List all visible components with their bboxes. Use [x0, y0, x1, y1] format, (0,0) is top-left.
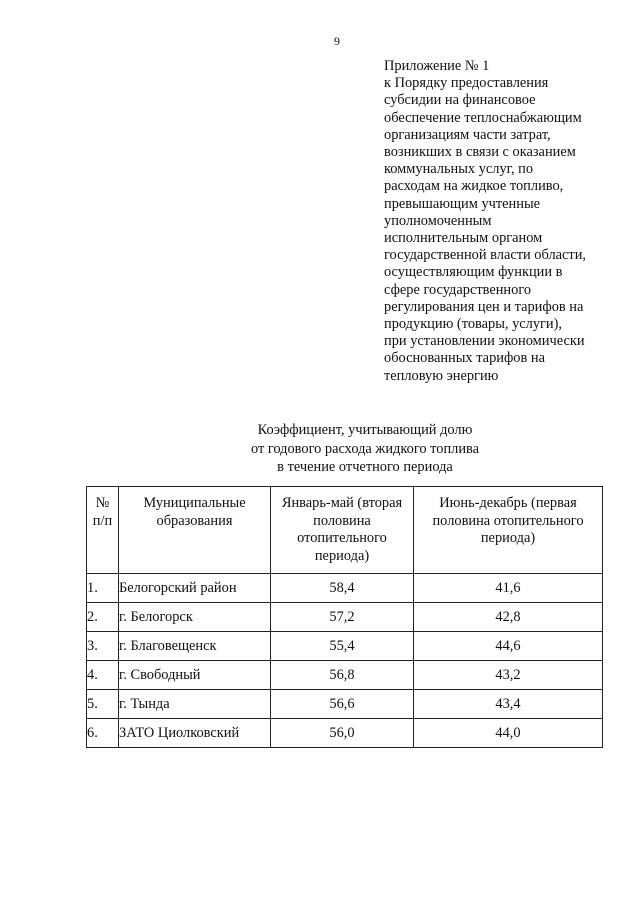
header-municipality: Муниципальные образования	[119, 487, 271, 574]
cell-jan-may: 57,2	[271, 603, 414, 632]
header-num: № п/п	[87, 487, 119, 574]
page-number: 9	[334, 34, 340, 48]
appendix-line: сфере государственного	[384, 281, 532, 298]
appendix-line: исполнительным органом	[384, 230, 543, 247]
table-row	[87, 632, 603, 661]
cell-municipality: г. Белогорск	[119, 603, 271, 632]
cell-num: 1.	[87, 574, 119, 603]
appendix-block	[384, 58, 624, 385]
table-row	[87, 690, 603, 719]
cell-jun-dec: 44,6	[414, 632, 603, 661]
cell-jun-dec: 41,6	[414, 574, 603, 603]
title-line: Коэффициент, учитывающий долю	[257, 422, 473, 438]
appendix-line: коммунальных услуг, по	[384, 161, 534, 178]
appendix-line: обоснованных тарифов на	[384, 350, 545, 367]
appendix-line: уполномоченным	[384, 212, 492, 229]
appendix-line: к Порядку предоставления	[384, 75, 549, 92]
table-row	[87, 719, 603, 748]
appendix-line: регулирования цен и тарифов на	[384, 298, 584, 315]
cell-jan-may: 55,4	[271, 632, 414, 661]
table-header-row	[87, 487, 603, 574]
table-row	[87, 603, 603, 632]
cell-num: 3.	[87, 632, 119, 661]
appendix-line: государственной власти области,	[384, 247, 587, 264]
appendix-line: обеспечение теплоснабжающим	[384, 109, 582, 126]
table-row	[87, 574, 603, 603]
cell-jan-may: 56,8	[271, 661, 414, 690]
cell-municipality: ЗАТО Циолковский	[119, 719, 271, 748]
cell-jan-may: 56,0	[271, 719, 414, 748]
title-line: от годового расхода жидкого топлива	[250, 440, 480, 457]
cell-num: 2.	[87, 603, 119, 632]
title-line: в течение отчетного периода	[277, 459, 453, 475]
cell-jun-dec: 43,2	[414, 661, 603, 690]
cell-jun-dec: 43,4	[414, 690, 603, 719]
cell-num: 5.	[87, 690, 119, 719]
appendix-line: превышающим учтенные	[384, 195, 541, 212]
appendix-line: при установлении экономически	[384, 333, 585, 350]
cell-municipality: г. Тында	[119, 690, 271, 719]
header-jan-may: Январь-май (вторая половина отопительного периода)	[271, 487, 414, 574]
cell-jun-dec: 42,8	[414, 603, 603, 632]
table-row	[87, 661, 603, 690]
appendix-line: расходам на жидкое топливо,	[384, 178, 564, 195]
appendix-line: субсидии на финансовое	[384, 92, 536, 109]
cell-jun-dec: 44,0	[414, 719, 603, 748]
cell-municipality: г. Благовещенск	[119, 632, 271, 661]
appendix-line: тепловую энергию	[384, 367, 499, 384]
cell-jan-may: 56,6	[271, 690, 414, 719]
appendix-line: осуществляющим функции в	[384, 264, 563, 281]
cell-municipality: Белогорский район	[119, 574, 271, 603]
cell-num: 6.	[87, 719, 119, 748]
appendix-line: организациям части затрат,	[384, 126, 551, 143]
cell-jan-may: 58,4	[271, 574, 414, 603]
appendix-line: возникших в связи с оказанием	[384, 144, 576, 161]
appendix-line: продукцию (товары, услуги),	[384, 316, 563, 333]
coefficient-table	[86, 486, 603, 748]
appendix-line: Приложение № 1	[384, 58, 490, 74]
document-title	[200, 421, 530, 477]
header-jun-dec: Июнь-декабрь (первая половина отопительного периода)	[414, 487, 603, 574]
cell-municipality: г. Свободный	[119, 661, 271, 690]
cell-num: 4.	[87, 661, 119, 690]
